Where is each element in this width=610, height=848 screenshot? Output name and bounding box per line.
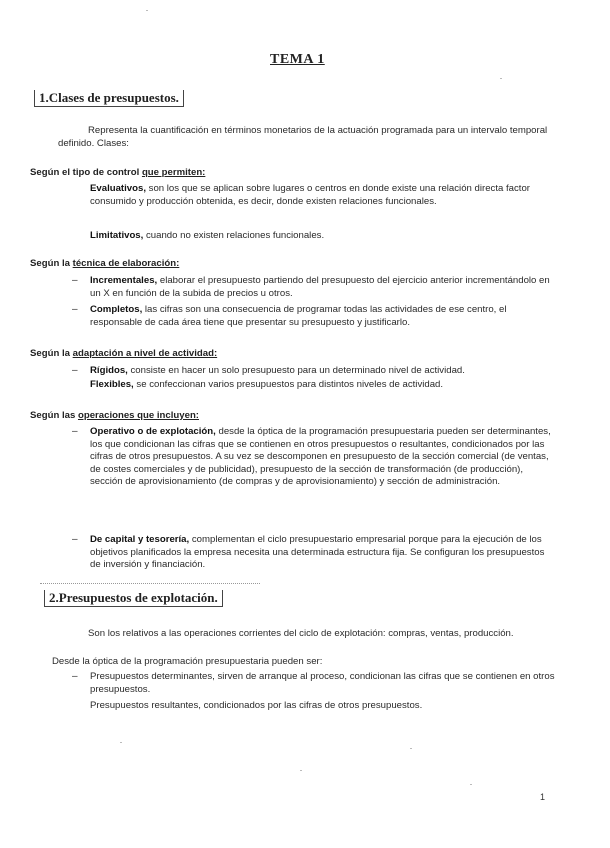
scan-speck: [146, 10, 148, 11]
dash-bullet: –: [72, 275, 78, 286]
scan-speck: [120, 742, 122, 743]
section-1-heading: 1.Clases de presupuestos.: [34, 90, 184, 107]
list-item: Presupuestos determinantes, sirven de arranque al proceso, condicionan las cifras que se contienen en otros presupuestos.: [90, 671, 555, 695]
page-number: 1: [540, 792, 546, 802]
group-1-heading: Según el tipo de control que permiten:: [30, 167, 206, 178]
scan-speck: [300, 770, 302, 771]
list-item: De capital y tesorería, complementan el ciclo presupuestario empresarial porque para la ejecución de los objetivos planificados la empresa necesita una determinada estructura fija. Se configuran los presupuestos de inversión y financiación.: [90, 534, 545, 571]
page-title: TEMA 1: [270, 52, 325, 67]
scan-speck: [410, 748, 412, 749]
dash-bullet: –: [72, 671, 78, 682]
section-divider: [40, 583, 260, 584]
list-item: Flexibles, se confeccionan varios presupuestos para distintos niveles de actividad.: [90, 379, 444, 390]
section-2-lead: Desde la óptica de la programación presupuestaria pueden ser:: [52, 656, 323, 667]
list-item: Presupuestos resultantes, condicionados por las cifras de otros presupuestos.: [90, 700, 423, 711]
group-2-heading: Según la técnica de elaboración:: [30, 258, 180, 269]
dash-bullet: –: [72, 426, 78, 437]
scan-speck: [500, 78, 502, 79]
group-4-heading: Según las operaciones que incluyen:: [30, 410, 200, 421]
section-1-intro: Representa la cuantificación en términos monetarios de la actuación programada para un intervalo temporal definido. Clases:: [58, 125, 548, 149]
list-item: Incrementales, elaborar el presupuesto partiendo del presupuesto del ejercicio anterior incrementándolo en un X en función de la subida de precios u otros.: [90, 275, 550, 299]
list-item: Operativo o de explotación, desde la óptica de la programación presupuestaria pueden ser determinantes, los que condicionan las cifras que se contienen en otros presupuestos o resultantes, condicionados por las cifras de otros presupuestos. A su vez se descomponen en presupuesto de la sección comercial (de ventas, de costes comerciales y de publicidad), presupuesto de la sección de transformación (de producción), sección de aprovisionamiento (de compras y de aprovisionamiento) y sección de administración.: [90, 426, 551, 488]
section-2-heading: 2.Presupuestos de explotación.: [44, 590, 223, 607]
list-item: Evaluativos, son los que se aplican sobre lugares o centros en donde existe una relación directa factor consumido y producción obtenida, es decir, donde existen relaciones funcionales.: [90, 183, 530, 207]
list-item: Rígidos, consiste en hacer un solo presupuesto para un determinado nivel de actividad.: [90, 365, 465, 376]
section-2-intro: Son los relativos a las operaciones corrientes del ciclo de explotación: compras, ventas, producción.: [88, 628, 514, 639]
dash-bullet: –: [72, 534, 78, 545]
list-item: Completos, las cifras son una consecuencia de programar todas las actividades de ese centro, el responsable de cada área tiene que presentar su presupuesto y justificarlo.: [90, 304, 507, 328]
scan-speck: [470, 784, 472, 785]
group-3-heading: Según la adaptación a nivel de actividad:: [30, 348, 218, 359]
dash-bullet: –: [72, 365, 78, 376]
list-item: Limitativos, cuando no existen relaciones funcionales.: [90, 230, 325, 241]
dash-bullet: –: [72, 304, 78, 315]
